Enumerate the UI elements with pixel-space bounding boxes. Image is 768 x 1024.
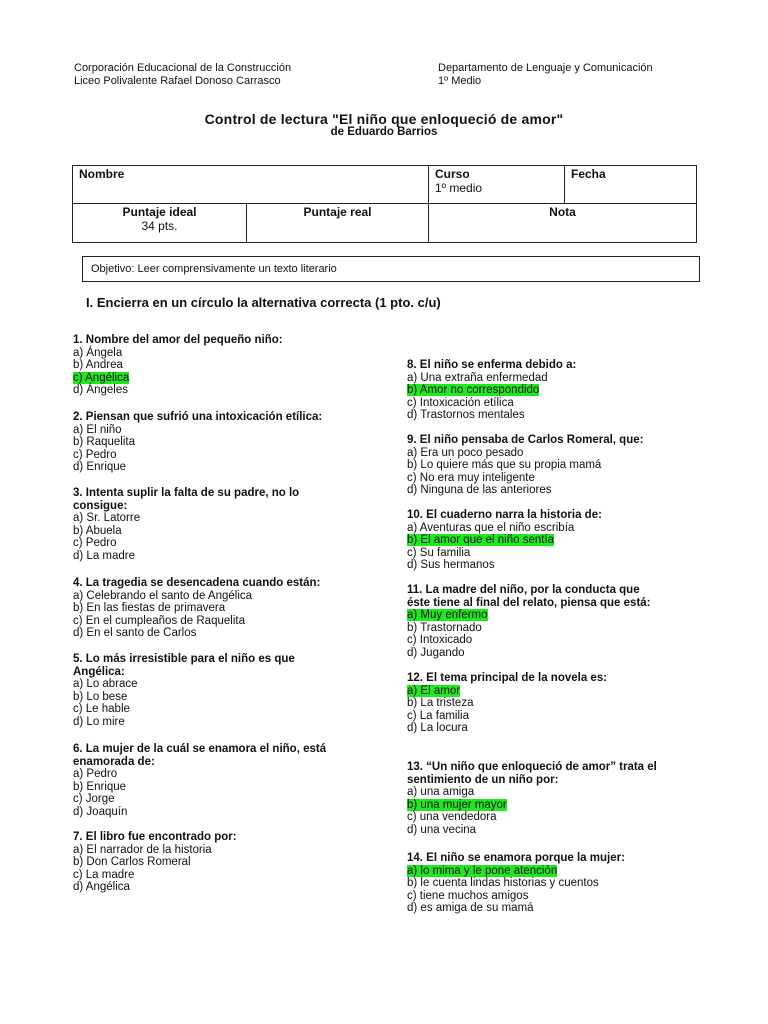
option-text: a) Era un poco pesado [407, 446, 524, 459]
answer-option[interactable] [73, 347, 283, 360]
answer-option[interactable] [407, 547, 602, 560]
option-text: b) Lo bese [73, 690, 128, 703]
option-text: a) El narrador de la historia [73, 843, 212, 856]
option-text: a) Una extraña enfermedad [407, 371, 548, 384]
option-text: b) En las fiestas de primavera [73, 602, 226, 615]
option-text: c) Pedro [73, 537, 117, 550]
answer-option[interactable] [73, 424, 322, 437]
answer-option[interactable] [407, 902, 625, 915]
option-text: a) una amiga [407, 786, 475, 799]
option-text: d) La madre [73, 549, 136, 562]
answer-option[interactable] [73, 615, 320, 628]
option-text: c) Su familia [407, 546, 471, 559]
question-stem: éste tiene al final del relato, piensa que está: [407, 596, 651, 609]
option-text: d) una vecina [407, 823, 477, 836]
option-text: c) No era muy inteligente [407, 471, 535, 484]
option-text: d) Joaquín [73, 805, 128, 818]
answer-option[interactable] [407, 865, 625, 878]
answer-option[interactable] [407, 397, 576, 410]
option-text: c) Le hable [73, 703, 130, 716]
answer-option[interactable] [73, 793, 326, 806]
answer-option[interactable] [407, 811, 657, 824]
puntaje-real-label: Puntaje real [303, 205, 372, 219]
answer-option[interactable] [407, 786, 657, 799]
question-stem: 8. El niño se enferma debido a: [407, 359, 577, 371]
option-text: d) En el santo de Carlos [73, 627, 197, 640]
answer-option[interactable] [73, 856, 237, 869]
answer-option[interactable] [73, 537, 299, 550]
nombre-cell[interactable] [73, 166, 429, 204]
answer-option[interactable] [407, 634, 651, 647]
option-text: b) le cuenta lindas historias y cuentos [407, 877, 599, 890]
answer-option[interactable] [73, 436, 322, 449]
header-corporation: Corporación Educacional de la Construcción [74, 62, 292, 74]
option-text: b) El amor que el niño sentía [407, 534, 555, 547]
student-info-table [72, 165, 697, 243]
option-text: a) El niño [73, 423, 122, 436]
puntaje-ideal-cell [73, 204, 247, 243]
option-text: d) Trastornos mentales [407, 409, 525, 422]
option-text: b) Trastornado [407, 621, 482, 634]
answer-option[interactable] [73, 781, 326, 794]
answer-option[interactable] [407, 710, 607, 723]
answer-option[interactable] [73, 550, 299, 563]
puntaje-ideal-value: 34 pts. [141, 219, 178, 233]
objective-box [82, 256, 700, 282]
question-12 [407, 672, 607, 735]
header-department: Departamento de Lenguaje y Comunicación [438, 62, 653, 74]
question-stem: sentimiento de un niño por: [407, 773, 559, 786]
answer-option[interactable] [407, 697, 607, 710]
answer-option[interactable] [407, 647, 651, 660]
question-stem: 1. Nombre del amor del pequeño niño: [73, 334, 283, 346]
option-text: d) Ángeles [73, 384, 128, 397]
option-text: c) Pedro [73, 448, 117, 461]
option-text: d) es amiga de su mamá [407, 902, 534, 915]
option-text: a) Celebrando el santo de Angélica [73, 589, 253, 602]
answer-option[interactable] [73, 691, 295, 704]
option-text: a) El amor [407, 684, 461, 697]
header-school: Liceo Polivalente Rafael Donoso Carrasco [74, 74, 281, 87]
option-text: a) Lo abrace [73, 678, 138, 691]
answer-option[interactable] [407, 824, 657, 837]
question-9 [407, 434, 643, 497]
answer-option[interactable] [73, 806, 326, 819]
answer-option[interactable] [73, 844, 237, 857]
question-8 [407, 359, 576, 422]
question-10 [407, 509, 602, 572]
answer-option[interactable] [407, 622, 651, 635]
answer-option[interactable] [407, 799, 657, 812]
answer-option[interactable] [407, 409, 576, 422]
answer-option[interactable] [73, 359, 283, 372]
answer-option[interactable] [73, 590, 320, 603]
option-text: c) una vendedora [407, 811, 497, 824]
question-stem: 9. El niño pensaba de Carlos Romeral, que: [407, 434, 644, 446]
question-stem: 5. Lo más irresistible para el niño es que [73, 653, 295, 665]
answer-option[interactable] [73, 384, 283, 397]
answer-option[interactable] [73, 461, 322, 474]
option-text: c) tiene muchos amigos [407, 889, 529, 902]
question-4 [73, 577, 320, 640]
puntaje-ideal-label: Puntaje ideal [122, 205, 197, 219]
option-text: c) Intoxicación etílica [407, 396, 514, 409]
option-text: c) Intoxicado [407, 634, 473, 647]
answer-option[interactable] [73, 372, 283, 385]
curso-value: 1º medio [435, 181, 483, 195]
answer-option[interactable] [407, 559, 602, 572]
answer-option[interactable] [407, 384, 576, 397]
answer-option[interactable] [407, 459, 643, 472]
answer-option[interactable] [407, 722, 607, 735]
question-stem: 11. La madre del niño, por la conducta que [407, 584, 640, 596]
question-1 [73, 334, 283, 397]
answer-option[interactable] [73, 869, 237, 882]
answer-option[interactable] [407, 534, 602, 547]
option-text: a) Ángela [73, 346, 123, 359]
nota-label: Nota [549, 205, 576, 219]
answer-option[interactable] [73, 716, 295, 729]
question-5 [73, 653, 295, 729]
question-stem: consigue: [73, 499, 128, 512]
answer-option[interactable] [73, 449, 322, 462]
curso-label: Curso [435, 167, 470, 181]
nombre-label: Nombre [79, 167, 125, 181]
question-stem: 4. La tragedia se desencadena cuando están: [73, 577, 321, 589]
school-header [74, 62, 291, 87]
answer-option[interactable] [407, 522, 602, 535]
question-7 [73, 831, 237, 894]
answer-option[interactable] [73, 627, 320, 640]
answer-option[interactable] [73, 703, 295, 716]
question-3 [73, 487, 299, 563]
option-text: a) lo mima y le pone atención [407, 864, 558, 877]
question-stem: 2. Piensan que sufrió una intoxicación etílica: [73, 411, 323, 423]
answer-option[interactable] [73, 525, 299, 538]
option-text: d) Lo mire [73, 715, 125, 728]
option-text: d) Angélica [73, 881, 130, 894]
option-text: b) Lo quiere más que su propia mamá [407, 459, 602, 472]
option-text: c) La madre [73, 868, 135, 881]
option-text: b) Enrique [73, 780, 127, 793]
option-text: d) Ninguna de las anteriores [407, 484, 552, 497]
option-text: a) Sr. Latorre [73, 512, 141, 525]
answer-option[interactable] [407, 447, 643, 460]
answer-option[interactable] [407, 372, 576, 385]
option-text: b) Raquelita [73, 436, 136, 449]
answer-option[interactable] [73, 881, 237, 894]
option-text: b) Amor no correspondido [407, 384, 540, 397]
answer-option[interactable] [407, 685, 607, 698]
answer-option[interactable] [407, 484, 643, 497]
objective-text: Objetivo: Leer comprensivamente un texto literario [91, 263, 337, 275]
question-13 [407, 761, 657, 837]
option-text: c) En el cumpleaños de Raquelita [73, 614, 245, 627]
header-grade: 1º Medio [438, 74, 482, 87]
fecha-label: Fecha [571, 167, 606, 181]
document-subtitle: de Eduardo Barrios [330, 126, 438, 138]
department-header [438, 62, 653, 87]
option-text: c) Jorge [73, 793, 115, 806]
option-text: a) Aventuras que el niño escribía [407, 521, 575, 534]
question-14 [407, 852, 625, 915]
question-stem: 6. La mujer de la cuál se enamora el niño, está [73, 743, 327, 755]
curso-cell [429, 166, 565, 204]
question-stem: 12. El tema principal de la novela es: [407, 672, 608, 684]
answer-option[interactable] [407, 609, 651, 622]
option-text: c) La familia [407, 709, 469, 722]
answer-option[interactable] [73, 768, 326, 781]
question-stem: 3. Intenta suplir la falta de su padre, no lo [73, 487, 300, 499]
option-text: b) una mujer mayor [407, 798, 507, 811]
answer-option[interactable] [407, 472, 643, 485]
question-stem: 7. El libro fue encontrado por: [73, 831, 237, 843]
option-text: b) La tristeza [407, 697, 474, 710]
answer-option[interactable] [73, 602, 320, 615]
nota-cell[interactable] [429, 204, 697, 243]
puntaje-real-cell[interactable] [247, 204, 429, 243]
question-stem: 14. El niño se enamora porque la mujer: [407, 852, 625, 864]
option-text: b) Don Carlos Romeral [73, 856, 191, 869]
option-text: d) Sus hermanos [407, 559, 495, 572]
question-2 [73, 411, 322, 474]
option-text: c) Angélica [73, 371, 130, 384]
answer-option[interactable] [407, 877, 625, 890]
answer-option[interactable] [73, 512, 299, 525]
option-text: b) Andrea [73, 359, 123, 372]
question-stem: 10. El cuaderno narra la historia de: [407, 509, 602, 521]
fecha-cell[interactable] [565, 166, 697, 204]
answer-option[interactable] [407, 890, 625, 903]
question-stem: 13. “Un niño que enloqueció de amor” trata el [407, 761, 657, 773]
option-text: d) Jugando [407, 646, 465, 659]
option-text: d) Enrique [73, 461, 127, 474]
question-11 [407, 584, 651, 660]
document-title: Control de lectura "El niño que enloqueció de amor" [204, 111, 564, 127]
option-text: b) Abuela [73, 524, 122, 537]
question-6 [73, 743, 326, 819]
answer-option[interactable] [73, 678, 295, 691]
question-stem: Angélica: [73, 665, 125, 678]
question-stem: enamorada de: [73, 755, 155, 768]
option-text: a) Muy enfermo [407, 609, 488, 622]
option-text: d) La locura [407, 722, 468, 735]
option-text: a) Pedro [73, 768, 118, 781]
section-instruction: I. Encierra en un círculo la alternativa correcta (1 pto. c/u) [86, 295, 441, 310]
